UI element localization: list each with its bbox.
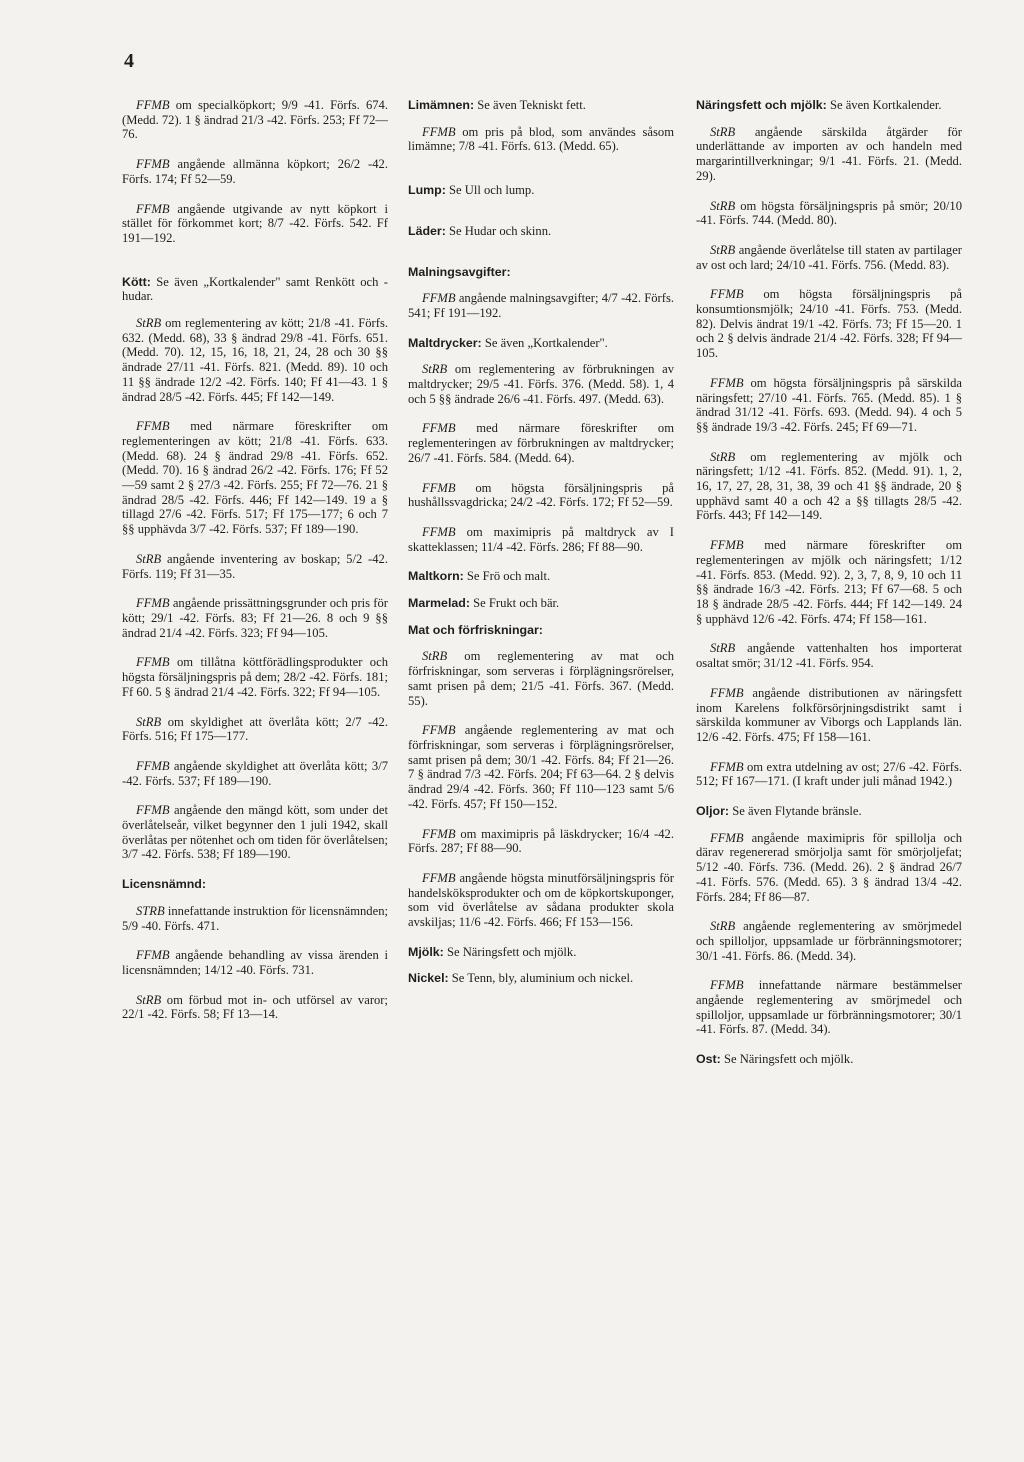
- index-keyword: Kött:: [122, 274, 151, 289]
- regulation-text: med närmare föreskrifter om reglementeringen av kött; 21/8 -41. Förfs. 633. (Medd. 68). 24 § ändrad 29/8 -41. Förfs. 652. (Medd. 70). 16 § ändrad 26/2 -42. Förfs. 176; Ff 52—59 samt 2 § 27/3 -42. Förfs. 255; Ff 72—76. 21 § ändrad 28/5 -42. Förfs. 446; Ff 142—149. 19 a § tillagd 27/6 -42. Förfs. 517; Ff 175—177; 6 och 7 §§ upphävda 3/7 -42. Förfs. 537; Ff 189—190.: [122, 419, 388, 537]
- issuing-authority: FFMB: [710, 538, 744, 553]
- regulation-entry: [408, 291, 674, 320]
- keyword-reference: Se även Flytande bränsle.: [729, 804, 862, 819]
- issuing-authority: FFMB: [136, 803, 170, 818]
- issuing-authority: FFMB: [422, 870, 456, 885]
- regulation-text: angående högsta minutförsäljningspris för handelsköksprodukter och om de köpkortskuponger, som vid överlåtelse av sådana produkter skola avskiljas; 11/6 -42. Förfs. 466; Ff 153—156.: [408, 870, 674, 930]
- regulation-text: om extra utdelning av ost; 27/6 -42. Förfs. 512; Ff 167—171. (I kraft under juli månad 1942.): [696, 759, 962, 789]
- page-number: 4: [124, 50, 134, 72]
- index-keyword-entry: [408, 265, 674, 280]
- issuing-authority: FFMB: [422, 723, 456, 738]
- regulation-text: angående maximipris för spillolja och därav regenererad smörjolja samt för smörjoljefat; 5/12 -40. Förfs. 736. (Medd. 26). 2 § ändrad 26/7 -41. Förfs. 576. (Medd. 65). 3 § ändrad 13/4 -42. Förfs. 284; Ff 86—87.: [696, 830, 962, 904]
- index-keyword: Marmelad:: [408, 596, 470, 611]
- index-keyword-entry: [408, 623, 674, 638]
- regulation-entry: [696, 287, 962, 361]
- regulation-text: med närmare föreskrifter om reglementeringen av mjölk och näringsfett; 1/12 -41. Förfs. 853. (Medd. 92). 2, 3, 7, 8, 9, 10 och 11 §§ ändrade 16/3 -42. Förfs. 213; Ff 67—68. 5 och 18 § ändrade 28/5 -42. Förfs. 444; Ff 142—149. 24 § upphävd 12/6 -42. Förfs. 474; Ff 158—161.: [696, 538, 962, 626]
- keyword-reference: Se Näringsfett och mjölk.: [443, 944, 577, 959]
- index-keyword: Licensnämnd:: [122, 877, 206, 892]
- regulation-entry: [696, 538, 962, 626]
- regulation-entry: [696, 376, 962, 435]
- regulation-entry: [122, 419, 388, 537]
- regulation-text: om reglementering av förbrukningen av maltdrycker; 29/5 -41. Förfs. 376. (Medd. 58). 1, 4 och 5 §§ ändrade 26/6 -41. Förfs. 497. (Medd. 63).: [408, 362, 674, 406]
- index-keyword: Lump:: [408, 183, 446, 198]
- keyword-reference: Se även „Kortkalender".: [481, 335, 608, 350]
- regulation-entry: [408, 871, 674, 930]
- keyword-reference: Se även Tekniskt fett.: [474, 98, 586, 112]
- issuing-authority: FFMB: [422, 480, 456, 495]
- regulation-text: om högsta försäljningspris på hushållssvagdricka; 24/2 -42. Förfs. 172; Ff 52—59.: [408, 480, 674, 510]
- keyword-reference: Se Frö och malt.: [463, 569, 551, 584]
- regulation-entry: [696, 686, 962, 745]
- regulation-entry: [122, 98, 388, 142]
- regulation-text: om maximipris på läskdrycker; 16/4 -42. Förfs. 287; Ff 88—90.: [408, 826, 674, 856]
- regulation-entry: [696, 199, 962, 228]
- regulation-entry: [408, 362, 674, 406]
- regulation-entry: [696, 919, 962, 963]
- regulation-text: innefattande närmare bestämmelser angående reglementering av smörjmedel och spilloljor, uppsamlade ur förbränningsmotorer; 30/1 -41. Förfs. 87. (Medd. 34).: [696, 978, 962, 1037]
- regulation-text: angående behandling av vissa ärenden i licensnämnden; 14/12 -40. Förfs. 731.: [122, 948, 388, 977]
- regulation-text: med närmare föreskrifter om reglementeringen av förbrukningen av maltdrycker; 26/7 -41. Förfs. 584. (Medd. 64).: [408, 421, 674, 465]
- issuing-authority: FFMB: [710, 759, 744, 774]
- regulation-entry: [408, 481, 674, 510]
- regulation-entry: [122, 202, 388, 246]
- regulation-entry: [122, 993, 388, 1022]
- regulation-text: angående den mängd kött, som under det överlåtelseår, vilket begynner den 1 juli 1942, skall överlåtas per nötenhet och om tiden för överlåtelsen; 3/7 -42. Förfs. 538; Ff 189—190.: [122, 803, 388, 862]
- regulation-text: om högsta försäljningspris på konsumtionsmjölk; 24/10 -41. Förfs. 753. (Medd. 82). Delvis ändrat 19/1 -42. Förfs. 73; Ff 15—20. 1 och 2 § delvis ändrade 21/4 -42. Förfs. 328; Ff 94—105.: [696, 287, 962, 361]
- regulation-entry: [408, 421, 674, 465]
- index-keyword: Näringsfett och mjölk:: [696, 98, 827, 112]
- regulation-text: om tillåtna köttförädlingsprodukter och högsta försäljningspris på dem; 28/2 -42. Förfs. 181; Ff 60. 5 § ändrad 21/4 -42. Förfs. 322; Ff 94—105.: [122, 655, 388, 699]
- spacer: [408, 169, 674, 183]
- index-keyword-entry: [408, 336, 674, 351]
- issuing-authority: FFMB: [136, 596, 170, 611]
- spacer: [122, 261, 388, 275]
- index-keyword: Malningsavgifter:: [408, 264, 511, 279]
- regulation-text: angående malningsavgifter; 4/7 -42. Förfs. 541; Ff 191—192.: [408, 291, 674, 320]
- index-keyword: Oljor:: [696, 804, 730, 819]
- issuing-authority: StRB: [422, 649, 448, 664]
- regulation-entry: [408, 125, 674, 154]
- regulation-entry: [122, 157, 388, 186]
- regulation-entry: [122, 655, 388, 699]
- regulation-entry: [408, 649, 674, 708]
- regulation-text: angående reglementering av mat och förfriskningar, som serveras i förplägningsrörelser, samt prisen på dem; 30/1 -42. Förfs. 84; Ff 21—26. 7 § ändrad 7/3 -42. Förfs. 204; Ff 63—64. 2 § delvis ändrad 29/4 -42. Förfs. 360; Ff 110—123 samt 5/6 -42. Förfs. 457; Ff 150—152.: [408, 723, 674, 811]
- regulation-entry: [408, 723, 674, 811]
- issuing-authority: StRB: [710, 449, 736, 464]
- issuing-authority: StRB: [710, 198, 736, 213]
- regulation-entry: [122, 316, 388, 404]
- regulation-text: angående reglementering av smörjmedel och spilloljor, uppsamlade ur förbränningsmotorer; 30/1 -41. Förfs. 86. (Medd. 34).: [696, 919, 962, 963]
- index-keyword: Maltdrycker:: [408, 335, 482, 350]
- issuing-authority: FFMB: [710, 830, 744, 845]
- index-keyword: Mat och förfriskningar:: [408, 622, 543, 637]
- issuing-authority: StRB: [710, 641, 736, 656]
- column-1: [122, 98, 388, 1037]
- index-keyword: Ost:: [696, 1052, 721, 1067]
- issuing-authority: FFMB: [136, 655, 170, 670]
- issuing-authority: StRB: [710, 919, 736, 934]
- regulation-entry: [122, 596, 388, 640]
- issuing-authority: FFMB: [136, 948, 170, 963]
- issuing-authority: StRB: [136, 714, 162, 729]
- index-keyword: Läder:: [408, 223, 446, 238]
- regulation-text: om högsta försäljningspris på särskilda näringsfett; 27/10 -41. Förfs. 765. (Medd. 85). 1 § ändrad 31/12 -41. Förfs. 693. (Medd. 94). 4 och 5 §§ ändrade 19/3 -42. Förfs. 245; Ff 69—71.: [696, 375, 962, 434]
- issuing-authority: StRB: [136, 316, 162, 331]
- column-2: [408, 98, 674, 998]
- regulation-entry: [696, 978, 962, 1037]
- keyword-reference: Se även Kortkalender.: [826, 98, 942, 112]
- regulation-entry: [696, 760, 962, 789]
- regulation-entry: [408, 525, 674, 554]
- regulation-text: angående skyldighet att överlåta kött; 3/7 -42. Förfs. 537; Ff 189—190.: [122, 758, 388, 788]
- keyword-reference: Se Hudar och skinn.: [445, 223, 552, 238]
- regulation-entry: [408, 827, 674, 856]
- issuing-authority: StRB: [710, 242, 736, 257]
- regulation-entry: [696, 243, 962, 272]
- keyword-reference: Se Ull och lump.: [445, 183, 535, 198]
- issuing-authority: FFMB: [136, 419, 170, 434]
- regulation-entry: [696, 831, 962, 905]
- issuing-authority: FFMB: [422, 421, 456, 436]
- index-keyword-entry: [122, 275, 388, 304]
- index-keyword-entry: [408, 183, 674, 198]
- issuing-authority: StRB: [136, 992, 162, 1007]
- index-keyword-entry: [408, 971, 674, 986]
- issuing-authority: StRB: [422, 362, 448, 377]
- index-keyword-entry: [408, 596, 674, 611]
- spacer: [408, 210, 674, 224]
- regulation-text: angående inventering av boskap; 5/2 -42. Förfs. 119; Ff 31—35.: [122, 551, 388, 581]
- regulation-text: om specialköpkort; 9/9 -41. Förfs. 674. (Medd. 72). 1 § ändrad 21/3 -42. Förfs. 253; Ff 72—76.: [122, 98, 388, 142]
- issuing-authority: FFMB: [710, 685, 744, 700]
- regulation-text: angående utgivande av nytt köpkort i stället för förkommet kort; 8/7 -42. Förfs. 542. Ff 191—192.: [122, 201, 388, 245]
- issuing-authority: FFMB: [422, 826, 456, 841]
- regulation-text: om reglementering av mat och förfriskningar, som serveras i förplägningsrörelser, samt prisen på dem; 21/5 -41. Förfs. 367. (Medd. 55).: [408, 649, 674, 708]
- index-keyword-entry: [408, 224, 674, 239]
- regulation-text: angående särskilda åtgärder för underlättande av importen av och handeln med margarintillverkningar; 9/1 -41. Förfs. 21. (Medd. 29).: [696, 124, 962, 183]
- index-keyword-entry: [408, 945, 674, 960]
- spacer: [408, 251, 674, 265]
- index-keyword-entry: [408, 569, 674, 584]
- regulation-text: om reglementering av mjölk och näringsfett; 1/12 -41. Förfs. 852. (Medd. 91). 1, 2, 16, 17, 27, 28, 31, 38, 39 och 41 §§ ändrade, 20 § upphävd samt 40 a och 42 a §§ tillagts 28/5 -42. Förfs. 443; Ff 142—149.: [696, 449, 962, 523]
- index-keyword-entry: [696, 98, 962, 113]
- regulation-entry: [122, 715, 388, 744]
- index-keyword: Maltkorn:: [408, 569, 464, 584]
- keyword-reference: Se Näringsfett och mjölk.: [720, 1052, 854, 1067]
- issuing-authority: StRB: [136, 551, 162, 566]
- index-keyword-entry: [696, 804, 962, 819]
- index-keyword: Mjölk:: [408, 944, 444, 959]
- regulation-text: om högsta försäljningspris på smör; 20/10 -41. Förfs. 744. (Medd. 80).: [696, 198, 962, 228]
- regulation-text: om pris på blod, som användes såsom limämne; 7/8 -41. Förfs. 613. (Medd. 65).: [408, 124, 674, 154]
- issuing-authority: STRB: [136, 903, 165, 918]
- regulation-text: om maximipris på maltdryck av I skatteklassen; 11/4 -42. Förfs. 286; Ff 88—90.: [408, 524, 674, 554]
- regulation-text: angående distributionen av näringsfett inom Karelens folkförsörjningsdistrikt samt i särskilda kommuner av Viborgs och Lapplands län. 12/6 -42. Förfs. 475; Ff 158—161.: [696, 685, 962, 744]
- issuing-authority: FFMB: [710, 375, 744, 390]
- issuing-authority: FFMB: [710, 978, 744, 993]
- index-keyword: Nickel:: [408, 971, 449, 986]
- regulation-text: angående överlåtelse till staten av partilager av ost och lard; 24/10 -41. Förfs. 756. (Medd. 83).: [696, 242, 962, 272]
- regulation-text: angående vattenhalten hos importerat osaltat smör; 31/12 -41. Förfs. 954.: [696, 641, 962, 671]
- regulation-text: om skyldighet att överlåta kött; 2/7 -42. Förfs. 516; Ff 175—177.: [122, 714, 388, 744]
- column-3: [696, 98, 962, 1079]
- issuing-authority: FFMB: [136, 157, 170, 172]
- issuing-authority: FFMB: [422, 291, 456, 306]
- regulation-entry: [122, 904, 388, 933]
- regulation-text: om reglementering av kött; 21/8 -41. Förfs. 632. (Medd. 68), 33 § ändrad 29/8 -41. Förfs. 651. (Medd. 70). 12, 15, 16, 18, 21, 24, 28 och 30 §§ ändrade 27/11 -41. Förfs. 821. (Medd. 89). 10 och 11 §§ ändrade 12/2 -42. Förfs. 140; Ff 41—43. 1 § ändrad 28/5 -42. Förfs. 445; Ff 142—149.: [122, 316, 388, 404]
- index-keyword-entry: [122, 877, 388, 892]
- regulation-entry: [122, 948, 388, 977]
- issuing-authority: StRB: [710, 124, 736, 139]
- regulation-text: om förbud mot in- och utförsel av varor; 22/1 -42. Förfs. 58; Ff 13—14.: [122, 992, 388, 1022]
- index-keyword-entry: [408, 98, 674, 113]
- issuing-authority: FFMB: [136, 758, 170, 773]
- issuing-authority: FFMB: [136, 98, 170, 112]
- regulation-entry: [122, 759, 388, 788]
- regulation-entry: [696, 641, 962, 670]
- index-keyword: Limämnen:: [408, 98, 475, 112]
- keyword-reference: Se Tenn, bly, aluminium och nickel.: [448, 971, 634, 986]
- regulation-text: innefattande instruktion för licensnämnden; 5/9 -40. Förfs. 471.: [122, 903, 388, 933]
- regulation-text: angående prissättningsgrunder och pris för kött; 29/1 -42. Förfs. 83; Ff 21—26. 8 och 9 §§ ändrad 21/4 -42. Förfs. 323; Ff 94—105.: [122, 596, 388, 640]
- issuing-authority: FFMB: [136, 201, 170, 216]
- regulation-entry: [122, 552, 388, 581]
- index-keyword-entry: [696, 1052, 962, 1067]
- issuing-authority: FFMB: [422, 124, 456, 139]
- issuing-authority: FFMB: [710, 287, 744, 302]
- regulation-entry: [122, 803, 388, 862]
- regulation-text: angående allmänna köpkort; 26/2 -42. Förfs. 174; Ff 52—59.: [122, 157, 388, 186]
- keyword-reference: Se även „Kortkalender" samt Renkött och -hudar.: [122, 274, 388, 304]
- keyword-reference: Se Frukt och bär.: [469, 596, 560, 611]
- regulation-entry: [696, 125, 962, 184]
- regulation-entry: [696, 450, 962, 524]
- issuing-authority: FFMB: [422, 524, 456, 539]
